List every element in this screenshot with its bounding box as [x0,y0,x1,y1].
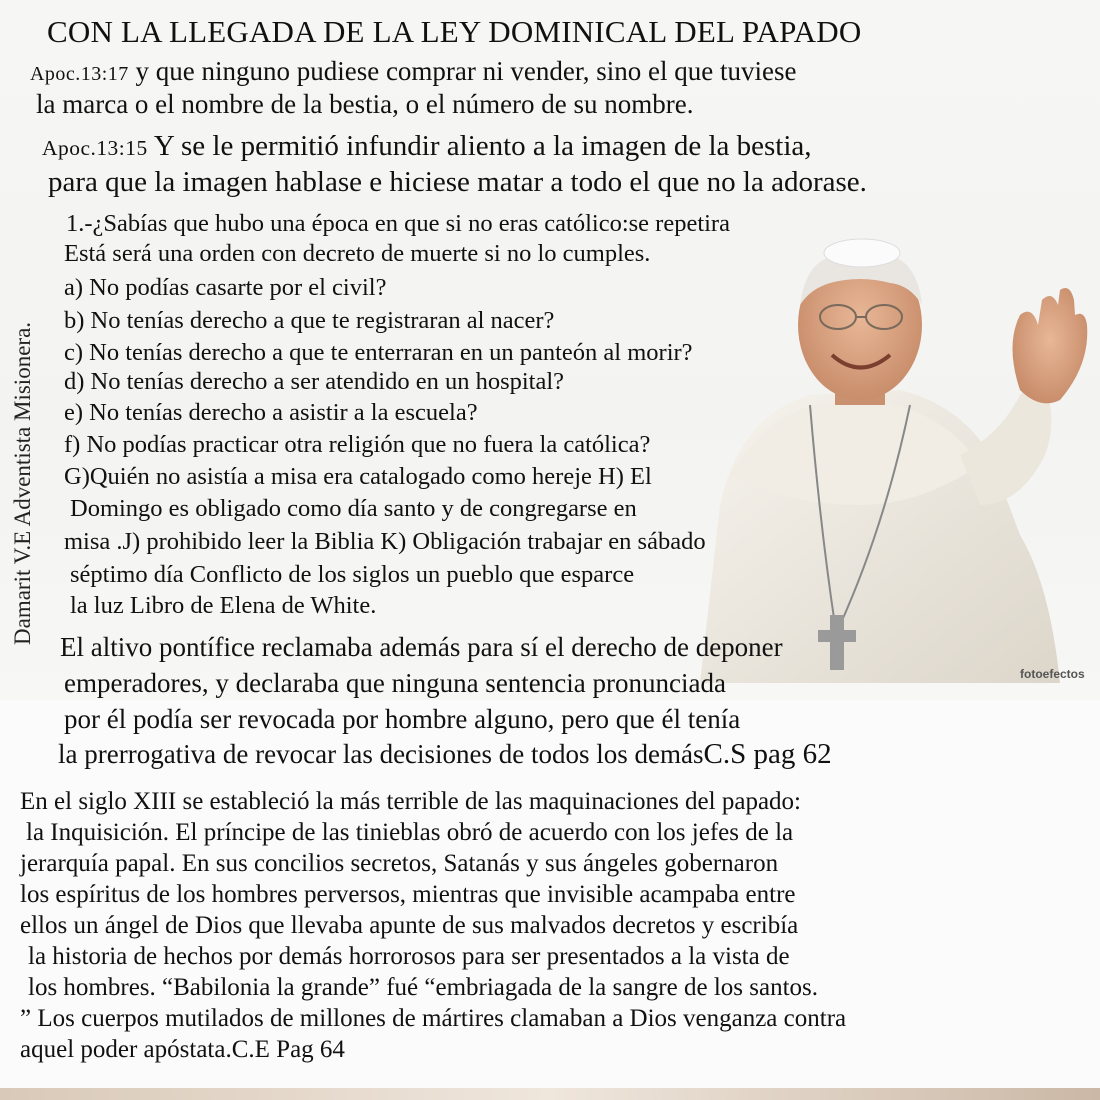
verse-1-line-1 [30,58,796,85]
verse-1-line-2: la marca o el nombre de la bestia, o el número de su nombre. [36,89,694,119]
verse-1-ref: Apoc.13:17 [30,63,129,85]
list-intro-1: 1.-¿Sabías que hubo una época en que si no eras católico:se repetira [66,210,730,237]
list-item-g-4: séptimo día Conflicto de los siglos un pueblo que esparce [70,561,635,588]
verse-2-ref: Apoc.13:15 [42,136,148,160]
quote-line-3: por él podía ser revocada por hombre alguno, pero que él tenía [64,704,741,734]
quote-line-2: emperadores, y declaraba que ninguna sentencia pronunciada [64,668,726,698]
page-title: CON LA LLEGADA DE LA LEY DOMINICAL DEL PAPADO [47,14,862,49]
list-intro-2: Está será una orden con decreto de muerte si no lo cumples. [64,240,651,267]
quote-line-4 [58,740,832,769]
quote-line-1: El altivo pontífice reclamaba además para sí el derecho de deponer [60,632,783,662]
side-credit: Damarit V.E Adventista Misionera. [10,321,35,645]
paragraph-line-5: ellos un ángel de Dios que llevaba apunte de sus malvados decretos y escribía [20,912,799,939]
list-item-d: d) No tenías derecho a ser atendido en un hospital? [64,368,565,395]
verse-2-text-1: Y se le permitió infundir aliento a la imagen de la bestia, [147,130,812,162]
quote-ref [704,738,832,770]
bottom-border [0,1088,1100,1100]
list-item-c: c) No tenías derecho a que te enterraran en un panteón al morir? [64,339,693,366]
quote-ref-text: C.S pag 62 [703,738,832,770]
paragraph-line-6: la historia de hechos por demás horrorosos para ser presentados a la vista de [28,943,790,970]
list-item-b: b) No tenías derecho a que te registraran al nacer? [64,307,555,334]
paragraph-line-2: la Inquisición. El príncipe de las tinieblas obró de acuerdo con los jefes de la [26,819,794,846]
list-item-f: f) No podías practicar otra religión que no fuera la católica? [64,431,651,458]
verse-2-line-1 [42,132,812,161]
pope-photo [660,205,1100,683]
paragraph-ref: C.E Pag 64 [231,1036,345,1063]
paragraph-line-7: los hombres. “Babilonia la grande” fué “embriagada de la sangre de los santos. [28,974,819,1001]
verse-2-line-2: para que la imagen hablase e hiciese matar a todo el que no la adorase. [48,166,867,198]
list-item-g-1: G)Quién no asistía a misa era catalogado como hereje H) El [64,463,652,490]
list-item-a: a) No podías casarte por el civil? [64,274,387,301]
paragraph-text-9: aquel poder apóstata. [20,1036,232,1063]
verse-1-text-1: y que ninguno pudiese comprar ni vender, sino el que tuviese [128,56,797,86]
paragraph-line-3: jerarquía papal. En sus concilios secretos, Satanás y sus ángeles gobernaron [20,850,779,877]
list-item-g-2: Domingo es obligado como día santo y de congregarse en [70,495,637,522]
list-item-e: e) No tenías derecho a asistir a la escuela? [64,399,478,426]
paragraph-line-1: En el siglo XIII se estableció la más terrible de las maquinaciones del papado: [20,788,801,815]
paragraph-line-9 [20,1037,345,1062]
paragraph-line-8: ” Los cuerpos mutilados de millones de mártires clamaban a Dios venganza contra [20,1005,847,1032]
watermark: fotoefectos [1020,667,1085,681]
list-item-g-3: misa .J) prohibido leer la Biblia K) Obligación trabajar en sábado [64,528,706,555]
quote-text-4: la prerrogativa de revocar las decisiones de todos los demás [58,739,704,769]
list-item-g-5: la luz Libro de Elena de White. [70,592,377,619]
paragraph-line-4: los espíritus de los hombres perversos, mientras que invisible acampaba entre [20,881,796,908]
